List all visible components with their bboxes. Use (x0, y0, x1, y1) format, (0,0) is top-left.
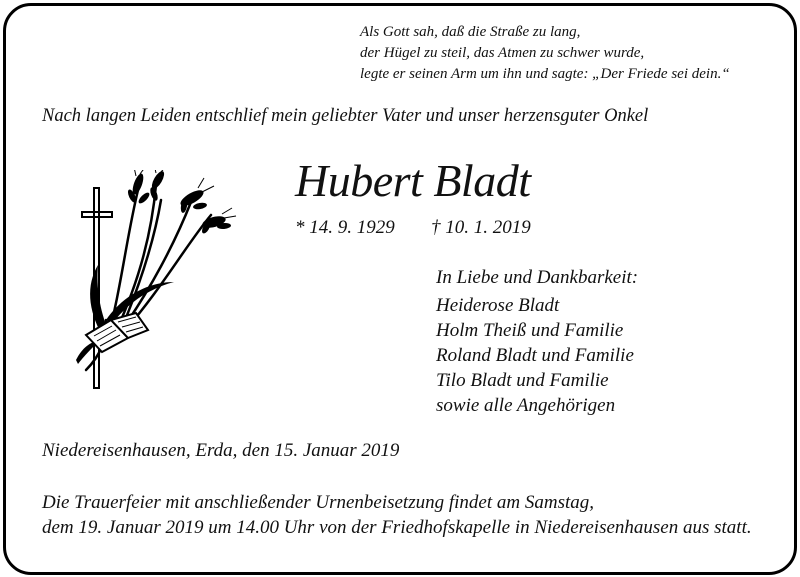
mourner-name: Holm Theiß und Familie (436, 320, 624, 341)
mourners-heading: In Liebe und Dankbarkeit: (436, 267, 639, 288)
quote-block (360, 22, 730, 85)
service-line: Die Trauerfeier mit anschließender Urnenbeisetzung findet am Samstag, (42, 492, 594, 513)
mourners-list (436, 265, 638, 418)
service-line: dem 19. Januar 2019 um 14.00 Uhr von der Friedhofskapelle in Niedereisenhausen aus statt. (42, 517, 752, 538)
quote-line: der Hügel zu steil, das Atmen zu schwer wurde, (360, 45, 645, 61)
deceased-name: Hubert Bladt (295, 155, 531, 206)
quote-line: Als Gott sah, daß die Straße zu lang, (360, 24, 581, 40)
cross-wheat-book-icon (66, 170, 256, 405)
birth-date: * 14. 9. 1929 (295, 217, 395, 238)
mourner-name: sowie alle Angehörigen (436, 395, 616, 416)
mourner-name: Heiderose Bladt (436, 295, 560, 316)
mourner-name: Roland Bladt und Familie (436, 345, 634, 366)
mourner-name: Tilo Bladt und Familie (436, 370, 609, 391)
quote-line: legte er seinen Arm um ihn und sagte: „Der Friede sei dein.“ (360, 66, 730, 82)
place-date: Niedereisenhausen, Erda, den 15. Januar 2019 (42, 440, 400, 461)
death-date: † 10. 1. 2019 (431, 217, 531, 238)
life-dates (295, 217, 531, 239)
intro-text: Nach langen Leiden entschlief mein geliebter Vater und unser herzensguter Onkel (42, 106, 649, 126)
service-notice (42, 490, 752, 540)
